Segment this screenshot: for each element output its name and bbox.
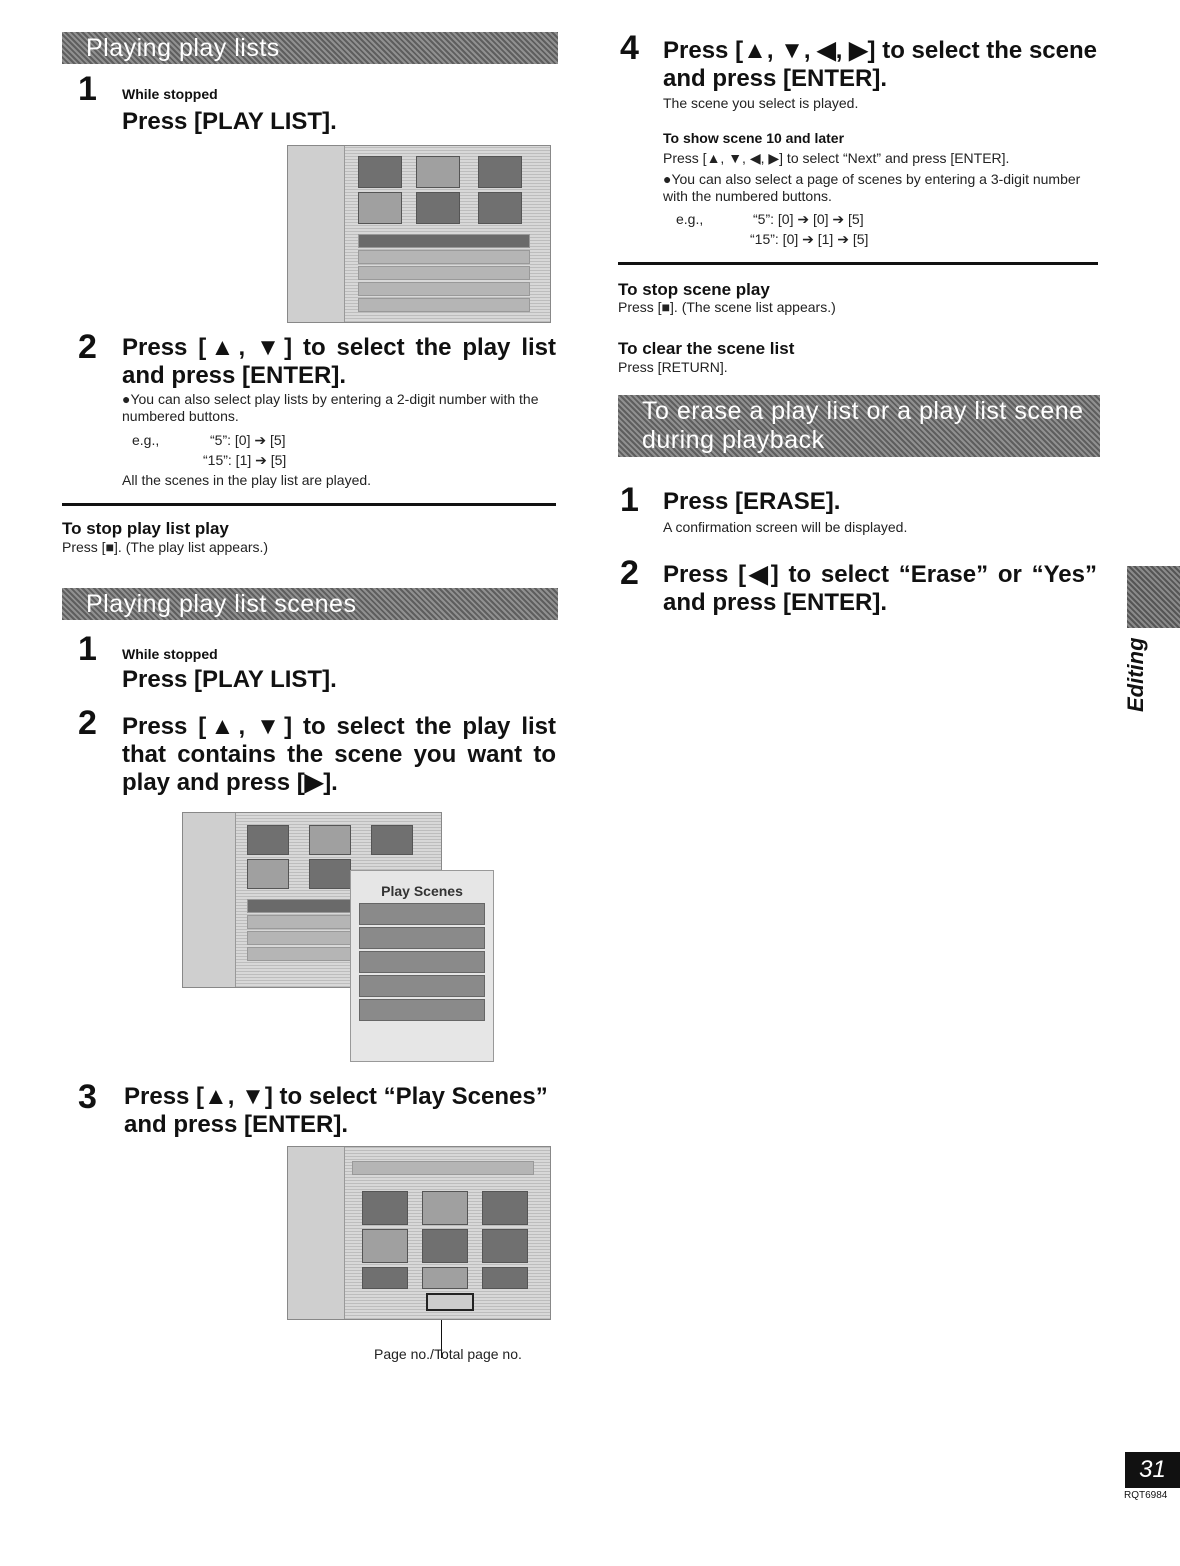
divider bbox=[62, 503, 556, 506]
subheading-text: Press [■]. (The play list appears.) bbox=[62, 539, 269, 555]
example-label: e.g., bbox=[676, 211, 704, 227]
step-condition: While stopped bbox=[122, 646, 218, 662]
page-number: 31 bbox=[1125, 1452, 1180, 1488]
divider bbox=[618, 262, 1098, 265]
subheading: To stop play list play bbox=[62, 519, 229, 538]
play-list-screen-image bbox=[287, 145, 551, 323]
document-code: RQT6984 bbox=[1124, 1490, 1168, 1501]
subheading-text: Press [▲, ▼, ◀, ▶] to select “Next” and press [ENTER]. bbox=[663, 150, 1010, 166]
step-number: 1 bbox=[78, 630, 97, 668]
subheading: To clear the scene list bbox=[618, 339, 795, 358]
example-line: “15”: [1] ➔ [5] bbox=[203, 452, 287, 468]
subheading: To show scene 10 and later bbox=[663, 130, 845, 146]
step-instruction: Press [▲, ▼] to select the play list that contains the scene you want to play and press [▶]. bbox=[122, 713, 556, 796]
step-instruction: Press [PLAY LIST]. bbox=[122, 666, 337, 693]
example-line: “15”: [0] ➔ [1] ➔ [5] bbox=[750, 231, 869, 247]
image-caption: Page no./Total page no. bbox=[374, 1346, 522, 1362]
section-banner-playing-play-lists: Playing play lists bbox=[62, 32, 558, 64]
step-instruction: Press [▲, ▼] to select “Play Scenes” and press [ENTER]. bbox=[124, 1083, 548, 1138]
banner-line: during playback bbox=[642, 426, 825, 454]
section-tab-marker bbox=[1127, 566, 1180, 628]
section-tab-label: Editing bbox=[1123, 637, 1148, 712]
step-note: The scene you select is played. bbox=[663, 95, 859, 111]
step-number: 2 bbox=[78, 704, 97, 742]
menu-title: Play Scenes bbox=[381, 883, 463, 899]
step-instruction: Press [▲, ▼] to select the play list and press [ENTER]. bbox=[122, 334, 556, 389]
step-number: 1 bbox=[78, 70, 97, 108]
play-scenes-screen-image bbox=[287, 1146, 551, 1320]
step-note: ●You can also select play lists by entering a 2-digit number with the numbered buttons. bbox=[122, 391, 539, 424]
section-banner-playing-play-list-scenes: Playing play list scenes bbox=[62, 588, 558, 620]
step-number: 2 bbox=[78, 328, 97, 366]
example-label: e.g., bbox=[132, 432, 160, 448]
step-note: A confirmation screen will be displayed. bbox=[663, 519, 908, 535]
section-banner-erase-play-list bbox=[618, 395, 1100, 457]
step-note: ●You can also select a page of scenes by entering a 3-digit number with the numbered buttons. bbox=[663, 171, 1081, 204]
subheading-text: Press [■]. (The scene list appears.) bbox=[618, 299, 836, 315]
step-instruction: Press [ERASE]. bbox=[663, 488, 841, 515]
subheading-text: Press [RETURN]. bbox=[618, 359, 728, 375]
step-number: 1 bbox=[620, 481, 639, 519]
step-number: 2 bbox=[620, 554, 639, 592]
play-list-submenu bbox=[350, 870, 494, 1062]
step-instruction: Press [PLAY LIST]. bbox=[122, 108, 337, 135]
example-line: “5”: [0] ➔ [0] ➔ [5] bbox=[753, 211, 864, 227]
subheading: To stop scene play bbox=[618, 280, 770, 299]
step-number: 4 bbox=[620, 29, 639, 67]
example-line: “5”: [0] ➔ [5] bbox=[210, 432, 286, 448]
step-condition: While stopped bbox=[122, 86, 218, 102]
step-instruction: Press [▲, ▼, ◀, ▶] to select the scene and press [ENTER]. bbox=[663, 37, 1097, 92]
banner-line: To erase a play list or a play list scene bbox=[642, 397, 1084, 425]
step-instruction: Press [◀] to select “Erase” or “Yes” and press [ENTER]. bbox=[663, 561, 1097, 616]
step-number: 3 bbox=[78, 1078, 97, 1116]
step-note: All the scenes in the play list are played. bbox=[122, 472, 372, 488]
